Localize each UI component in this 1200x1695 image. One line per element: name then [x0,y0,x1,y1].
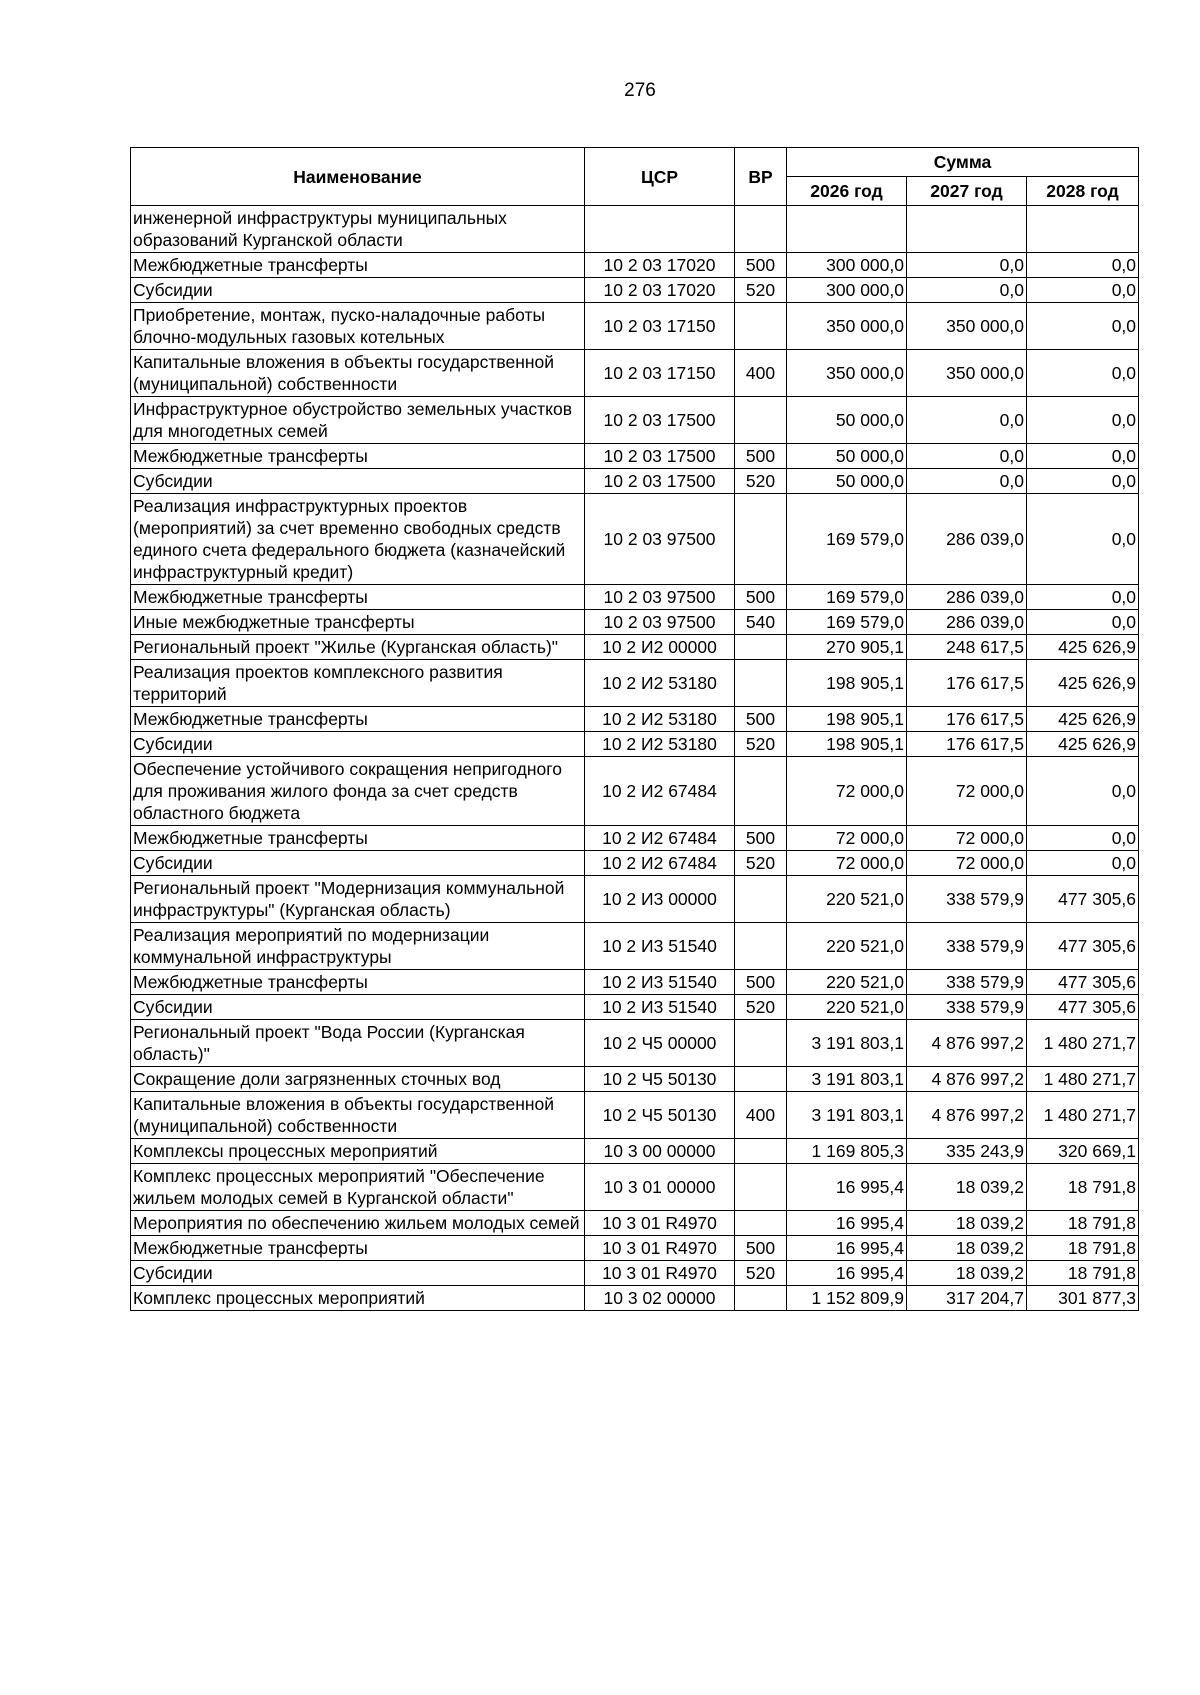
cell-2028: 0,0 [1027,610,1139,635]
cell-2027: 338 579,9 [907,970,1027,995]
cell-vr: 500 [735,585,787,610]
cell-name: Капитальные вложения в объекты государственной (муниципальной) собственности [131,350,585,397]
table-row [131,851,1139,876]
cell-2026: 220 521,0 [787,970,907,995]
cell-2026: 50 000,0 [787,469,907,494]
cell-2028: 0,0 [1027,397,1139,444]
cell-vr: 500 [735,444,787,469]
cell-csr: 10 2 И2 53180 [585,707,735,732]
cell-vr: 540 [735,610,787,635]
table-row [131,707,1139,732]
cell-csr: 10 2 03 17150 [585,350,735,397]
table-body [131,206,1139,1311]
table-row [131,635,1139,660]
header-year-2028: 2028 год [1027,177,1139,206]
cell-2026: 300 000,0 [787,278,907,303]
cell-csr: 10 2 03 17020 [585,278,735,303]
cell-2028: 477 305,6 [1027,876,1139,923]
cell-name: Субсидии [131,278,585,303]
cell-2027: 4 876 997,2 [907,1092,1027,1139]
cell-csr: 10 2 И2 67484 [585,757,735,826]
cell-2027: 0,0 [907,278,1027,303]
cell-2027: 18 039,2 [907,1261,1027,1286]
cell-name: Региональный проект "Жилье (Курганская область)" [131,635,585,660]
cell-2028: 0,0 [1027,585,1139,610]
cell-csr: 10 3 01 00000 [585,1164,735,1211]
cell-name: Межбюджетные трансферты [131,707,585,732]
cell-csr: 10 2 03 17500 [585,397,735,444]
header-sum: Сумма [787,148,1139,177]
cell-csr: 10 2 И2 53180 [585,660,735,707]
cell-vr [735,1286,787,1311]
table-row [131,585,1139,610]
cell-2026: 220 521,0 [787,923,907,970]
table-row [131,303,1139,350]
cell-csr: 10 2 03 17020 [585,253,735,278]
cell-name: Межбюджетные трансферты [131,1236,585,1261]
cell-name: Реализация проектов комплексного развития территорий [131,660,585,707]
cell-csr: 10 2 И2 00000 [585,635,735,660]
cell-name: Межбюджетные трансферты [131,585,585,610]
table-row [131,397,1139,444]
cell-vr [735,397,787,444]
cell-2027: 0,0 [907,469,1027,494]
cell-2027: 350 000,0 [907,350,1027,397]
cell-vr [735,303,787,350]
cell-name: Обеспечение устойчивого сокращения непригодного для проживания жилого фонда за счет средств областного бюджета [131,757,585,826]
cell-name: Сокращение доли загрязненных сточных вод [131,1067,585,1092]
cell-csr: 10 2 И3 00000 [585,876,735,923]
cell-2028: 320 669,1 [1027,1139,1139,1164]
cell-name: Субсидии [131,995,585,1020]
cell-name: Комплексы процессных мероприятий [131,1139,585,1164]
cell-2028: 0,0 [1027,469,1139,494]
header-year-2026: 2026 год [787,177,907,206]
cell-name: Межбюджетные трансферты [131,444,585,469]
cell-vr [735,757,787,826]
header-year-2027: 2027 год [907,177,1027,206]
page-number: 276 [624,80,656,101]
cell-vr [735,1139,787,1164]
cell-name: Межбюджетные трансферты [131,970,585,995]
cell-vr: 500 [735,826,787,851]
cell-2027: 18 039,2 [907,1164,1027,1211]
cell-2028: 0,0 [1027,444,1139,469]
cell-2026: 16 995,4 [787,1236,907,1261]
cell-2028 [1027,206,1139,253]
cell-2027: 248 617,5 [907,635,1027,660]
cell-2027: 335 243,9 [907,1139,1027,1164]
cell-vr: 520 [735,278,787,303]
cell-2027: 18 039,2 [907,1211,1027,1236]
cell-csr: 10 2 Ч5 00000 [585,1020,735,1067]
table-row [131,826,1139,851]
cell-csr: 10 2 И3 51540 [585,970,735,995]
cell-2026: 72 000,0 [787,851,907,876]
cell-2026: 198 905,1 [787,732,907,757]
cell-2028: 0,0 [1027,494,1139,585]
table-row [131,1020,1139,1067]
cell-2028: 0,0 [1027,350,1139,397]
table-row [131,444,1139,469]
cell-csr: 10 2 И3 51540 [585,995,735,1020]
table-row [131,923,1139,970]
cell-csr: 10 2 И2 67484 [585,851,735,876]
cell-csr: 10 2 И2 53180 [585,732,735,757]
cell-name: Реализация инфраструктурных проектов (мероприятий) за счет временно свободных средств единого счета федерального бюджета (казначейский инфраструктурный кредит) [131,494,585,585]
cell-2027: 338 579,9 [907,923,1027,970]
cell-csr: 10 3 01 R4970 [585,1211,735,1236]
cell-2027: 18 039,2 [907,1236,1027,1261]
cell-2026: 220 521,0 [787,876,907,923]
cell-name: Субсидии [131,732,585,757]
table-row [131,876,1139,923]
cell-csr: 10 2 03 97500 [585,610,735,635]
cell-name: инженерной инфраструктуры муниципальных образований Курганской области [131,206,585,253]
cell-csr: 10 3 01 R4970 [585,1261,735,1286]
cell-2026: 169 579,0 [787,585,907,610]
cell-2026: 169 579,0 [787,494,907,585]
cell-2026: 50 000,0 [787,444,907,469]
cell-vr [735,1067,787,1092]
cell-name: Мероприятия по обеспечению жильем молодых семей [131,1211,585,1236]
table-row [131,1139,1139,1164]
cell-vr [735,660,787,707]
cell-2027: 0,0 [907,397,1027,444]
cell-vr: 500 [735,253,787,278]
table-row [131,1286,1139,1311]
table-row [131,1092,1139,1139]
cell-2028: 477 305,6 [1027,923,1139,970]
cell-csr: 10 2 03 17500 [585,444,735,469]
cell-2026: 1 152 809,9 [787,1286,907,1311]
budget-table [130,147,1139,1311]
cell-2027: 72 000,0 [907,757,1027,826]
cell-vr: 400 [735,350,787,397]
cell-2026: 198 905,1 [787,660,907,707]
cell-csr [585,206,735,253]
cell-2027: 176 617,5 [907,707,1027,732]
cell-csr: 10 2 И3 51540 [585,923,735,970]
cell-2027: 286 039,0 [907,610,1027,635]
cell-2027: 286 039,0 [907,494,1027,585]
cell-name: Иные межбюджетные трансферты [131,610,585,635]
cell-csr: 10 2 03 97500 [585,494,735,585]
cell-vr: 500 [735,1236,787,1261]
cell-vr [735,1164,787,1211]
cell-name: Субсидии [131,851,585,876]
table-row [131,494,1139,585]
cell-2028: 425 626,9 [1027,707,1139,732]
cell-2026: 3 191 803,1 [787,1020,907,1067]
table-row [131,660,1139,707]
cell-name: Субсидии [131,469,585,494]
cell-name: Региональный проект "Вода России (Курганская область)" [131,1020,585,1067]
cell-2026: 3 191 803,1 [787,1092,907,1139]
table-row [131,1164,1139,1211]
cell-2026: 3 191 803,1 [787,1067,907,1092]
cell-name: Капитальные вложения в объекты государственной (муниципальной) собственности [131,1092,585,1139]
cell-2026: 16 995,4 [787,1164,907,1211]
table-row [131,970,1139,995]
cell-2028: 477 305,6 [1027,970,1139,995]
header-vr: ВР [735,148,787,206]
cell-vr [735,923,787,970]
cell-vr [735,635,787,660]
table-row [131,469,1139,494]
cell-2027: 0,0 [907,444,1027,469]
cell-name: Реализация мероприятий по модернизации коммунальной инфраструктуры [131,923,585,970]
cell-2027: 286 039,0 [907,585,1027,610]
cell-csr: 10 2 И2 67484 [585,826,735,851]
cell-2028: 0,0 [1027,757,1139,826]
cell-2026: 270 905,1 [787,635,907,660]
cell-2028: 18 791,8 [1027,1236,1139,1261]
cell-2027: 338 579,9 [907,995,1027,1020]
cell-vr: 520 [735,851,787,876]
cell-csr: 10 2 Ч5 50130 [585,1067,735,1092]
cell-2026: 169 579,0 [787,610,907,635]
cell-vr: 520 [735,995,787,1020]
cell-vr: 520 [735,732,787,757]
cell-2026: 198 905,1 [787,707,907,732]
cell-name: Межбюджетные трансферты [131,826,585,851]
table-row [131,610,1139,635]
table-row [131,278,1139,303]
cell-csr: 10 3 02 00000 [585,1286,735,1311]
cell-2028: 1 480 271,7 [1027,1092,1139,1139]
table-row [131,1067,1139,1092]
cell-2028: 18 791,8 [1027,1164,1139,1211]
cell-2028: 1 480 271,7 [1027,1067,1139,1092]
cell-name: Комплекс процессных мероприятий "Обеспечение жильем молодых семей в Курганской области" [131,1164,585,1211]
cell-name: Приобретение, монтаж, пуско-наладочные работы блочно-модульных газовых котельных [131,303,585,350]
cell-2028: 18 791,8 [1027,1211,1139,1236]
cell-2028: 0,0 [1027,303,1139,350]
cell-2027: 176 617,5 [907,660,1027,707]
table-row [131,253,1139,278]
cell-2026: 220 521,0 [787,995,907,1020]
cell-name: Субсидии [131,1261,585,1286]
cell-2027: 317 204,7 [907,1286,1027,1311]
cell-2028: 0,0 [1027,278,1139,303]
cell-2027: 72 000,0 [907,826,1027,851]
cell-2028: 425 626,9 [1027,635,1139,660]
cell-2027: 4 876 997,2 [907,1067,1027,1092]
table-row [131,350,1139,397]
cell-2028: 18 791,8 [1027,1261,1139,1286]
cell-2026: 16 995,4 [787,1211,907,1236]
cell-2026: 350 000,0 [787,303,907,350]
cell-2027: 4 876 997,2 [907,1020,1027,1067]
cell-2028: 425 626,9 [1027,660,1139,707]
cell-vr: 520 [735,1261,787,1286]
cell-2026: 50 000,0 [787,397,907,444]
cell-vr [735,494,787,585]
cell-2027: 338 579,9 [907,876,1027,923]
cell-csr: 10 3 00 00000 [585,1139,735,1164]
table-row [131,1261,1139,1286]
cell-vr [735,876,787,923]
table-row [131,1236,1139,1261]
cell-vr [735,206,787,253]
cell-2026: 72 000,0 [787,826,907,851]
cell-vr: 520 [735,469,787,494]
table-row [131,206,1139,253]
table-row [131,995,1139,1020]
cell-2028: 425 626,9 [1027,732,1139,757]
table-row [131,732,1139,757]
cell-csr: 10 3 01 R4970 [585,1236,735,1261]
cell-2028: 301 877,3 [1027,1286,1139,1311]
cell-name: Комплекс процессных мероприятий [131,1286,585,1311]
cell-2026: 16 995,4 [787,1261,907,1286]
cell-csr: 10 2 03 97500 [585,585,735,610]
cell-2027: 72 000,0 [907,851,1027,876]
table-row [131,757,1139,826]
cell-2027: 350 000,0 [907,303,1027,350]
cell-csr: 10 2 03 17500 [585,469,735,494]
cell-vr: 400 [735,1092,787,1139]
cell-2027: 176 617,5 [907,732,1027,757]
cell-2026: 300 000,0 [787,253,907,278]
header-csr: ЦСР [585,148,735,206]
cell-2028: 1 480 271,7 [1027,1020,1139,1067]
cell-csr: 10 2 Ч5 50130 [585,1092,735,1139]
cell-name: Региональный проект "Модернизация коммунальной инфраструктуры" (Курганская область) [131,876,585,923]
table-row [131,1211,1139,1236]
cell-2027 [907,206,1027,253]
cell-2026: 72 000,0 [787,757,907,826]
header-name: Наименование [131,148,585,206]
cell-vr: 500 [735,707,787,732]
cell-2026: 1 169 805,3 [787,1139,907,1164]
cell-vr [735,1020,787,1067]
cell-2028: 477 305,6 [1027,995,1139,1020]
cell-name: Межбюджетные трансферты [131,253,585,278]
cell-2028: 0,0 [1027,851,1139,876]
cell-2026: 350 000,0 [787,350,907,397]
cell-2028: 0,0 [1027,826,1139,851]
cell-csr: 10 2 03 17150 [585,303,735,350]
cell-name: Инфраструктурное обустройство земельных участков для многодетных семей [131,397,585,444]
cell-2026 [787,206,907,253]
cell-vr: 500 [735,970,787,995]
cell-2027: 0,0 [907,253,1027,278]
cell-vr [735,1211,787,1236]
cell-2028: 0,0 [1027,253,1139,278]
